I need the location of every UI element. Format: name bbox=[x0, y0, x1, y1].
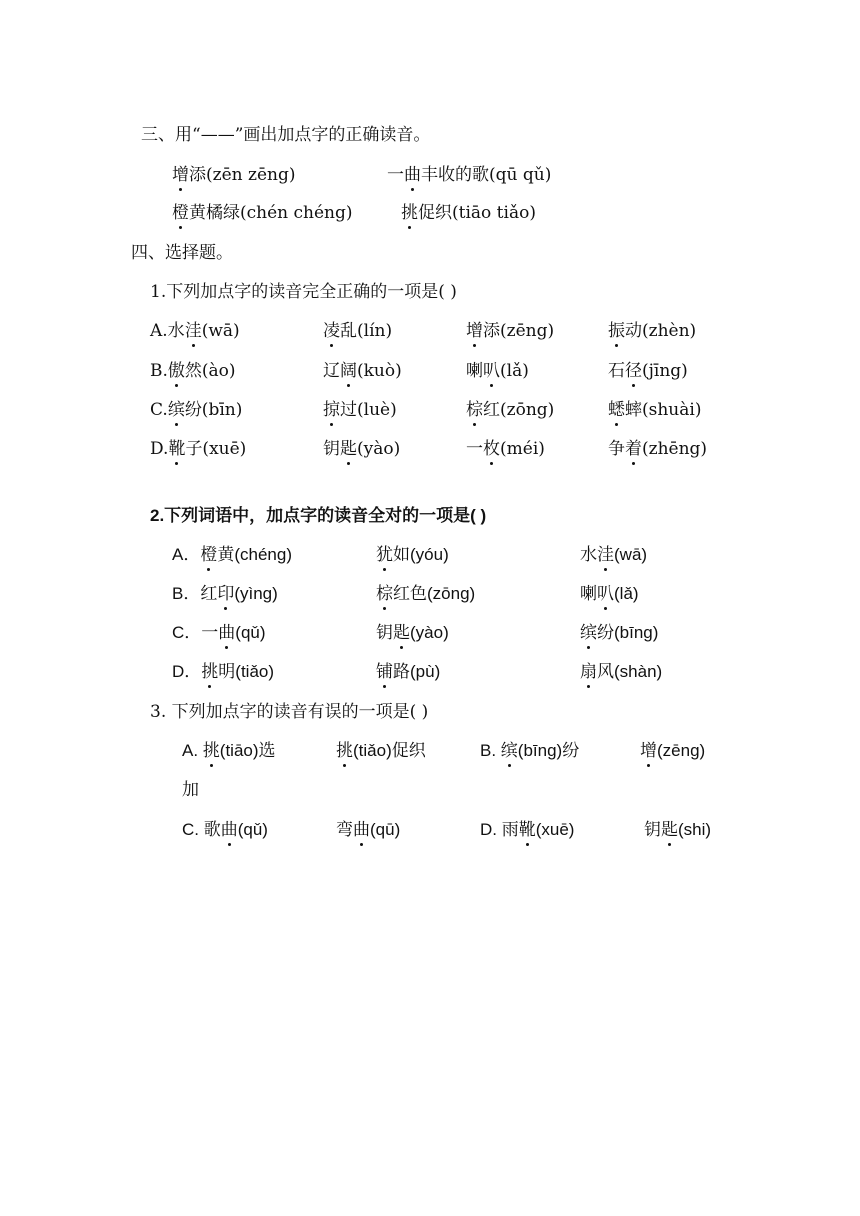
question-3-stem: 3. 下列加点字的读音有误的一项是( ) bbox=[150, 702, 429, 722]
item-text: 石 bbox=[608, 361, 625, 381]
option-item bbox=[172, 622, 266, 644]
item-text: 钥 bbox=[323, 439, 340, 459]
s3-item bbox=[172, 202, 353, 224]
item-text: (qǔ) bbox=[237, 820, 268, 839]
dotted-char: 叭 bbox=[597, 584, 614, 603]
dotted-char: 橙 bbox=[200, 545, 218, 564]
item-text: A. bbox=[182, 741, 203, 760]
s3-item bbox=[387, 164, 551, 186]
item-text: 路(pù) bbox=[393, 662, 441, 681]
item-text: 黄橘绿(chén chéng) bbox=[189, 203, 353, 223]
item-text: 子(xuē) bbox=[185, 439, 247, 459]
dotted-char: 棕 bbox=[466, 400, 483, 420]
option-item bbox=[580, 661, 662, 683]
item-text: 黄(chéng) bbox=[217, 545, 292, 564]
option-item bbox=[323, 399, 397, 421]
item-text: (méi) bbox=[500, 439, 545, 459]
option-item bbox=[150, 399, 242, 421]
option-item bbox=[182, 819, 268, 841]
option-item bbox=[336, 740, 426, 762]
item-text: (tiāo)选 bbox=[219, 741, 276, 760]
dotted-char: 靴 bbox=[518, 820, 536, 839]
dotted-char: 棕 bbox=[376, 584, 393, 603]
item-text: B. bbox=[150, 361, 168, 381]
item-text: (jīng) bbox=[642, 361, 688, 381]
item-text: A.水 bbox=[150, 321, 185, 341]
item-text: 如(yóu) bbox=[393, 545, 449, 564]
dotted-char: 缤 bbox=[167, 400, 185, 420]
dotted-char: 缤 bbox=[500, 741, 518, 760]
dotted-char: 挑 bbox=[202, 741, 220, 760]
item-text: (shi) bbox=[678, 820, 712, 839]
dotted-char: 径 bbox=[625, 361, 642, 381]
dotted-char: 挑 bbox=[401, 203, 418, 223]
item-text: (zhēng) bbox=[642, 439, 708, 459]
item-text: 红(zōng) bbox=[483, 400, 555, 420]
item-text: D． bbox=[172, 662, 202, 681]
item-text: (qǔ) bbox=[235, 623, 266, 642]
option-item bbox=[580, 583, 639, 605]
dotted-char: 凌 bbox=[323, 321, 340, 341]
item-text: B．红 bbox=[172, 584, 218, 603]
dotted-char: 枚 bbox=[483, 439, 500, 459]
dotted-char: 增 bbox=[172, 165, 189, 185]
item-text: (wā) bbox=[614, 545, 648, 564]
dotted-char: 曲 bbox=[220, 820, 238, 839]
option-item bbox=[466, 399, 554, 421]
dotted-char: 印 bbox=[217, 584, 235, 603]
dotted-char: 匙 bbox=[661, 820, 678, 839]
dotted-char: 叭 bbox=[483, 361, 500, 381]
item-text: D. bbox=[150, 439, 169, 459]
option-item bbox=[172, 661, 274, 683]
dotted-char: 缤 bbox=[580, 623, 597, 642]
item-text: 过(luè) bbox=[340, 400, 397, 420]
item-text: 乱(lín) bbox=[340, 321, 393, 341]
option-item bbox=[376, 661, 440, 683]
option-item bbox=[336, 819, 400, 841]
option-item bbox=[580, 544, 647, 566]
item-text: 水 bbox=[580, 545, 597, 564]
dotted-char: 挑 bbox=[336, 741, 353, 760]
item-text: 钥 bbox=[644, 820, 661, 839]
s3-item bbox=[401, 202, 536, 224]
option-item bbox=[608, 320, 696, 342]
item-text: (lǎ) bbox=[500, 361, 529, 381]
option-item bbox=[608, 360, 688, 382]
item-text: 红色(zōng) bbox=[393, 584, 476, 603]
item-text: 纷(bīn) bbox=[184, 400, 243, 420]
option-item bbox=[644, 819, 711, 841]
item-text: D. 雨 bbox=[480, 820, 519, 839]
dotted-char: 着 bbox=[625, 439, 642, 459]
option-item bbox=[376, 622, 449, 644]
item-text: 加 bbox=[182, 780, 199, 799]
option-item bbox=[150, 360, 236, 382]
section-4-title: 四、选择题。 bbox=[131, 243, 233, 263]
dotted-char: 曲 bbox=[218, 623, 236, 642]
option-item bbox=[182, 740, 276, 762]
option-item bbox=[172, 544, 292, 566]
option-item bbox=[150, 438, 246, 460]
item-text: C．一 bbox=[172, 623, 219, 642]
option-item bbox=[376, 583, 475, 605]
dotted-char: 蟋 bbox=[608, 400, 625, 420]
option-item bbox=[323, 438, 400, 460]
dotted-char: 扇 bbox=[580, 662, 597, 681]
item-text: B. bbox=[480, 741, 501, 760]
dotted-char: 挑 bbox=[201, 662, 219, 681]
item-text: (kuò) bbox=[357, 361, 402, 381]
dotted-char: 橙 bbox=[172, 203, 189, 223]
item-text: 然(ào) bbox=[184, 361, 236, 381]
item-text: A． bbox=[172, 545, 201, 564]
question-1-stem: 1.下列加点字的读音完全正确的一项是( ) bbox=[150, 282, 457, 302]
dotted-char: 阔 bbox=[340, 361, 357, 381]
item-text: 风(shàn) bbox=[597, 662, 663, 681]
dotted-char: 增 bbox=[466, 321, 483, 341]
item-text: (wā) bbox=[201, 321, 240, 341]
option-item bbox=[608, 438, 707, 460]
dotted-char: 增 bbox=[640, 741, 657, 760]
item-text: (zēng) bbox=[657, 741, 706, 760]
item-text: 纷(bīng) bbox=[597, 623, 659, 642]
dotted-char: 匙 bbox=[393, 623, 410, 642]
item-text: (tiǎo)促织 bbox=[353, 741, 426, 760]
item-text: (yìng) bbox=[234, 584, 278, 603]
option-item bbox=[466, 360, 529, 382]
option-item bbox=[480, 819, 574, 841]
item-text: 明(tiǎo) bbox=[218, 662, 275, 681]
item-text: (lǎ) bbox=[614, 584, 639, 603]
dotted-char: 曲 bbox=[353, 820, 370, 839]
s3-item bbox=[172, 164, 295, 186]
dotted-char: 铺 bbox=[376, 662, 393, 681]
item-text: 蟀(shuài) bbox=[625, 400, 702, 420]
option-item bbox=[466, 320, 554, 342]
option-item bbox=[580, 622, 658, 644]
item-text: 一 bbox=[387, 165, 404, 185]
option-item bbox=[150, 320, 240, 342]
dotted-char: 洼 bbox=[597, 545, 614, 564]
item-text: (xuē) bbox=[535, 820, 575, 839]
option-item bbox=[323, 360, 402, 382]
option-item bbox=[480, 740, 579, 762]
dotted-char: 曲 bbox=[404, 165, 421, 185]
item-text: 喇 bbox=[466, 361, 483, 381]
item-text: (yào) bbox=[357, 439, 401, 459]
item-text: 添(zēn zēng) bbox=[189, 165, 296, 185]
option-item bbox=[608, 399, 701, 421]
item-text: (bīng)纷 bbox=[517, 741, 580, 760]
option-item bbox=[172, 583, 278, 605]
item-text: 丰收的歌(qū qǔ) bbox=[421, 165, 552, 185]
item-text: 争 bbox=[608, 439, 625, 459]
item-text: C. 歌 bbox=[182, 820, 221, 839]
dotted-char: 振 bbox=[608, 321, 625, 341]
option-item bbox=[323, 320, 392, 342]
dotted-char: 靴 bbox=[168, 439, 186, 459]
item-text: 一 bbox=[466, 439, 483, 459]
option-item bbox=[376, 544, 449, 566]
item-text: 动(zhèn) bbox=[625, 321, 697, 341]
dotted-char: 洼 bbox=[184, 321, 202, 341]
dotted-char: 犹 bbox=[376, 545, 393, 564]
section-3-title: 三、用“——”画出加点字的正确读音。 bbox=[141, 125, 431, 145]
item-text: (qū) bbox=[370, 820, 401, 839]
item-text: 辽 bbox=[323, 361, 340, 381]
item-text: 添(zēng) bbox=[483, 321, 555, 341]
dotted-char: 掠 bbox=[323, 400, 340, 420]
item-text: 喇 bbox=[580, 584, 597, 603]
option-item bbox=[640, 740, 705, 762]
item-text: 钥 bbox=[376, 623, 393, 642]
option-item bbox=[182, 779, 199, 801]
question-2-stem: 2.下列词语中，加点字的读音全对的一项是( ) bbox=[150, 506, 487, 525]
dotted-char: 傲 bbox=[167, 361, 185, 381]
item-text: C. bbox=[150, 400, 168, 420]
item-text: 促织(tiāo tiǎo) bbox=[418, 203, 536, 223]
dotted-char: 匙 bbox=[340, 439, 357, 459]
item-text: (yào) bbox=[410, 623, 449, 642]
item-text: 弯 bbox=[336, 820, 353, 839]
option-item bbox=[466, 438, 545, 460]
